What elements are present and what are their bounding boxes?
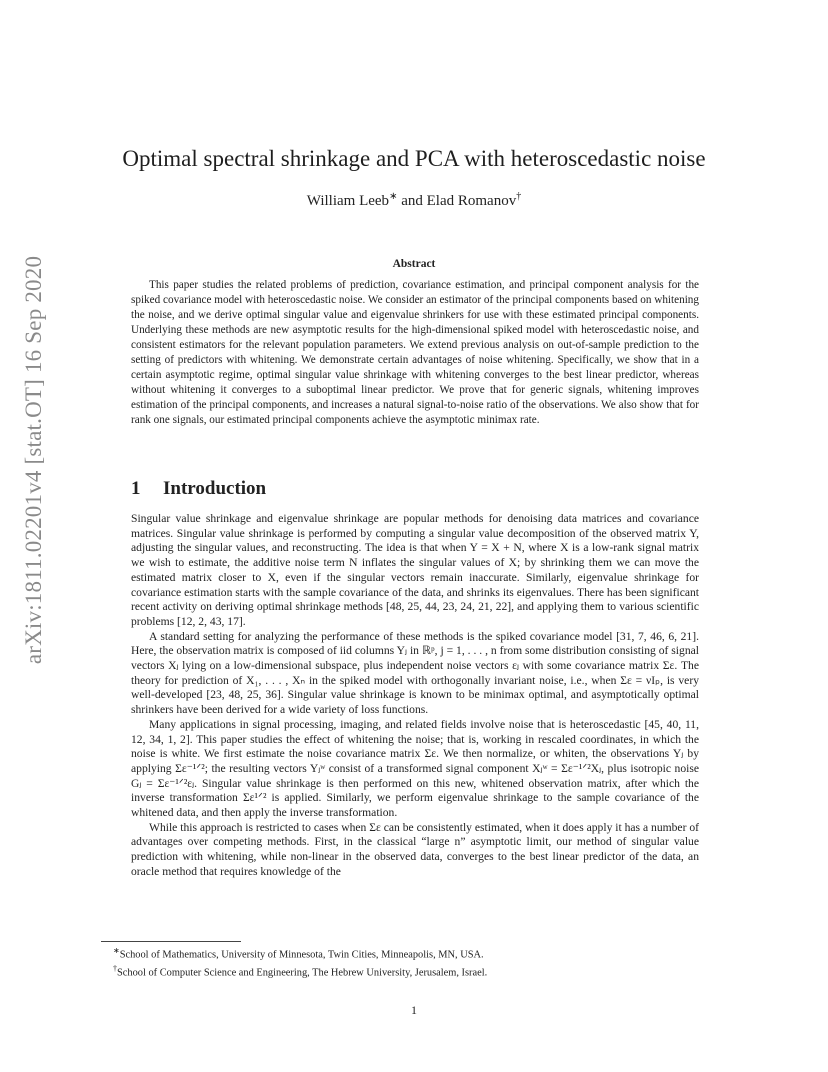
section-body <box>131 512 699 880</box>
section-number: 1 <box>131 478 141 499</box>
footnote-mark: ∗ <box>389 191 398 202</box>
footnote-mark: ∗ <box>113 946 120 955</box>
paragraph: Many applications in signal processing, imaging, and related fields involve noise that is heteroscedastic [45, 40, 11, 12, 34, 1, 2]. This paper studies the effect of whitening the noise; that is, working in rescaled coordinates, in which the noise is white. We first estimate the noise covariance matrix Σε. We then normalize, or whiten, the observations Yⱼ by applying Σε⁻¹ᐟ²; the resulting vectors Yⱼʷ consist of a transformed signal component Xⱼʷ = Σε⁻¹ᐟ²Xⱼ, plus isotropic noise Gⱼ = Σε⁻¹ᐟ²εⱼ. Singular value shrinkage is then performed on this new, whitened observation matrix, after which the inverse transformation Σε¹ᐟ² is applied. Similarly, we perform eigenvalue shrinkage to the sample covariance of the whitened data, and then apply the inverse transformation. <box>131 717 699 820</box>
section-heading <box>131 478 266 500</box>
page-number: 1 <box>411 1003 417 1017</box>
footnote-divider <box>101 941 241 942</box>
footnotes <box>113 944 713 981</box>
abstract-text: This paper studies the related problems of prediction, covariance estimation, and principal component analysis for the spiked covariance model with heteroscedastic noise. We consider an estimator of the principal components based on whitening the noise, and we derive optimal singular value and eigenvalue shrinkers for use with these estimated principal components. Underlying these methods are new asymptotic results for the high-dimensional spiked model with heteroscedastic noise, and consistent estimators for the relevant population parameters. We extend previous analysis on out-of-sample prediction to the setting of predictors with whitening. We demonstrate certain advantages of noise whitening. Specifically, we show that in a certain asymptotic regime, optimal singular value shrinkage with whitening converges to the best linear predictor, whereas without whitening it converges to a suboptimal linear predictor. We prove that for generic signals, whitening improves estimation of the principal components, and increases a natural signal-to-noise ratio of the observations. We also show that for rank one signals, our estimated principal components achieve the asymptotic minimax rate. <box>131 279 699 426</box>
footnote-mark: † <box>516 191 522 202</box>
author-name: Elad Romanov <box>426 193 517 209</box>
author-conjunction: and <box>401 193 423 209</box>
abstract-heading: Abstract <box>392 258 436 270</box>
author-line <box>100 191 728 210</box>
footnote <box>113 962 713 980</box>
paragraph: Singular value shrinkage and eigenvalue shrinkage are popular methods for denoising data matrices and covariance matrices. Singular value shrinkage is performed by computing a singular value decomposition of the observed matrix Y, adjusting the singular values, and reconstructing. The idea is that when Y = X + N, where X is a low-rank signal matrix we wish to estimate, the additive noise term N inflates the singular values of X; by shrinking them we can move the estimated matrix closer to X, even if the singular vectors remain inaccurate. Similarly, eigenvalue shrinkage for covariance estimation starts with the sample covariance of the data, and shrinks its eigenvalues. There has been significant recent activity on deriving optimal shrinkage methods [48, 25, 44, 23, 24, 21, 22], and applying them to various scientific problems [12, 2, 43, 17]. <box>131 512 700 628</box>
paragraph: A standard setting for analyzing the performance of these methods is the spiked covariance model [31, 7, 46, 6, 21]. Here, the observation matrix is composed of iid columns Yⱼ in ℝᵖ, j = 1, . . . , n from some distribution consisting of signal vectors Xⱼ lying on a low-dimensional subspace, plus independent noise vectors εⱼ with some covariance matrix Σε. The theory for prediction of X₁, . . . , Xₙ in the spiked model with orthogonally invariant noise, i.e., when Σε = νIₚ, is very well-developed [23, 48, 25, 36]. Singular value shrinkage is known to be minimax optimal, and asymptotically optimal shrinkers have been derived for a wide variety of loss functions. <box>131 629 699 717</box>
footnote-text: School of Mathematics, University of Minnesota, Twin Cities, Minneapolis, MN, USA. <box>119 949 484 961</box>
arxiv-identifier[interactable]: arXiv:1811.02201v4 [stat.OT] 16 Sep 2020 <box>21 255 46 665</box>
author-name: William Leeb <box>306 193 390 209</box>
footnote-mark: † <box>113 964 117 974</box>
section-title: Introduction <box>163 478 267 499</box>
paragraph: While this approach is restricted to cases when Σε can be consistently estimated, when it does apply it has a number of advantages over competing methods. First, in the classical “large n” asymptotic limit, our method of singular value prediction with whitening, while non-linear in the observed data, converges to the best linear predictor of the data, an oracle method that requires knowledge of the <box>131 820 699 878</box>
footnote <box>113 944 713 962</box>
footnote-text: School of Computer Science and Engineering, The Hebrew University, Jerusalem, Israel. <box>117 967 488 979</box>
arxiv-sidebar <box>14 250 54 670</box>
paper-title: Optimal spectral shrinkage and PCA with heteroscedastic noise <box>122 146 706 171</box>
